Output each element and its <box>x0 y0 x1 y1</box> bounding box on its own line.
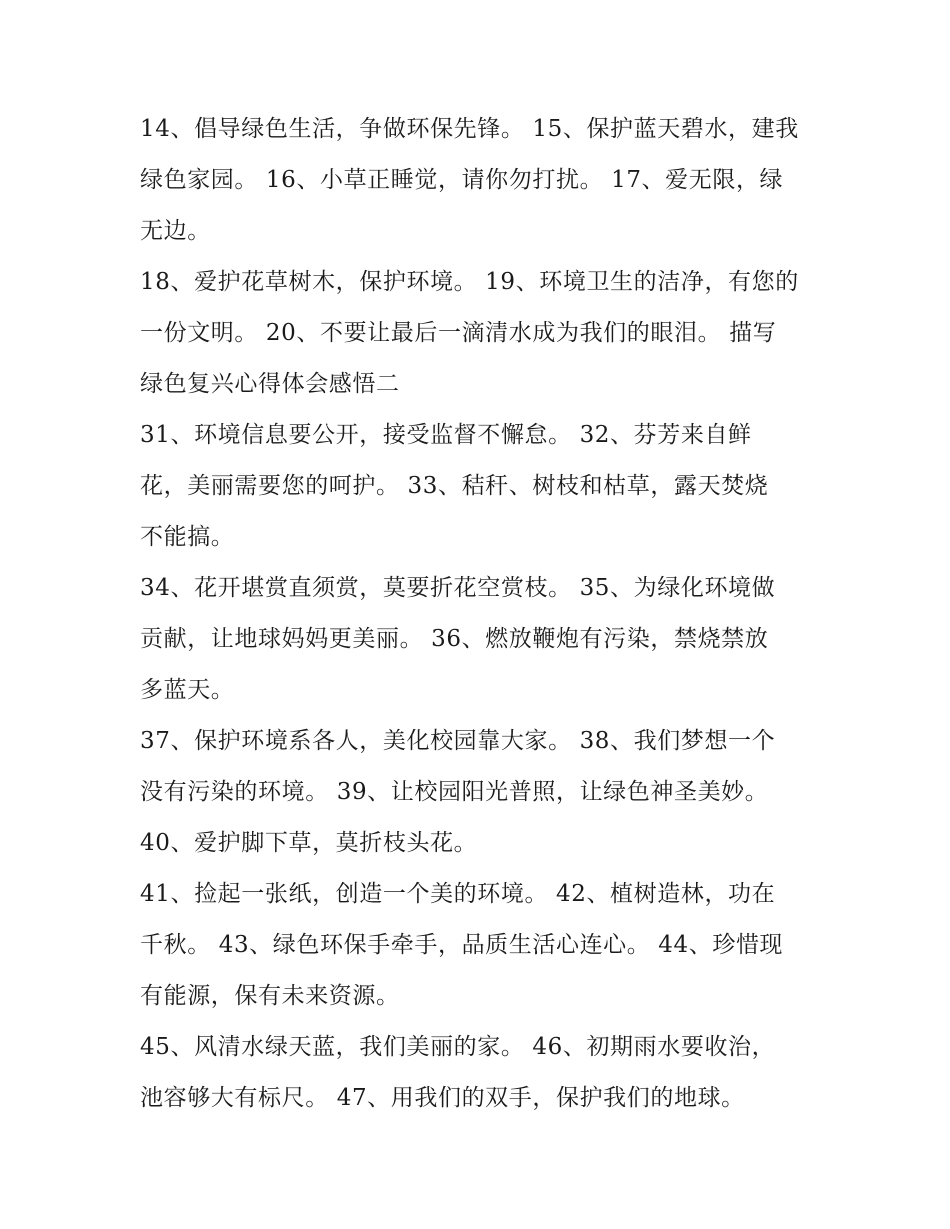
paragraph-5 <box>140 716 830 869</box>
text-line: 34、花开堪赏直须赏，莫要折花空赏枝。 35、为绿化环境做 <box>140 575 776 601</box>
text-line: 无边。 <box>140 218 211 244</box>
paragraph-7 <box>140 1022 830 1124</box>
paragraph-6 <box>140 869 830 1022</box>
text-line: 一份文明。 20、不要让最后一滴清水成为我们的眼泪。 描写 <box>140 320 777 346</box>
text-line: 不能搞。 <box>140 524 235 550</box>
text-line: 千秋。 43、绿色环保手牵手，品质生活心连心。 44、珍惜现 <box>140 932 784 958</box>
text-line: 多蓝天。 <box>140 677 235 703</box>
text-line: 18、爱护花草树木，保护环境。 19、环境卫生的洁净，有您的 <box>140 269 799 295</box>
text-line: 花，美丽需要您的呵护。 33、秸秆、树枝和枯草，露天焚烧 <box>140 473 769 499</box>
text-line: 贡献，让地球妈妈更美丽。 36、燃放鞭炮有污染，禁烧禁放 <box>140 626 769 652</box>
document-body <box>140 104 830 1124</box>
paragraph-1 <box>140 104 830 257</box>
text-line: 14、倡导绿色生活，争做环保先锋。 15、保护蓝天碧水，建我 <box>140 116 799 142</box>
text-line: 45、风清水绿天蓝，我们美丽的家。 46、初期雨水要收治， <box>140 1034 776 1060</box>
paragraph-2 <box>140 257 830 410</box>
text-line: 绿色家园。 16、小草正睡觉，请你勿打扰。 17、爱无限，绿 <box>140 167 784 193</box>
text-line: 37、保护环境系各人，美化校园靠大家。 38、我们梦想一个 <box>140 728 776 754</box>
text-line: 绿色复兴心得体会感悟二 <box>140 371 400 397</box>
text-line: 41、捡起一张纸，创造一个美的环境。 42、植树造林，功在 <box>140 881 776 907</box>
text-line: 没有污染的环境。 39、让校园阳光普照，让绿色神圣美妙。 <box>140 779 769 805</box>
paragraph-4 <box>140 563 830 716</box>
text-line: 40、爱护脚下草，莫折枝头花。 <box>140 830 478 856</box>
paragraph-3 <box>140 410 830 563</box>
text-line: 有能源，保有未来资源。 <box>140 983 400 1009</box>
text-line: 31、环境信息要公开，接受监督不懈怠。 32、芬芳来自鲜 <box>140 422 752 448</box>
text-line: 池容够大有标尺。 47、用我们的双手，保护我们的地球。 <box>140 1085 745 1111</box>
